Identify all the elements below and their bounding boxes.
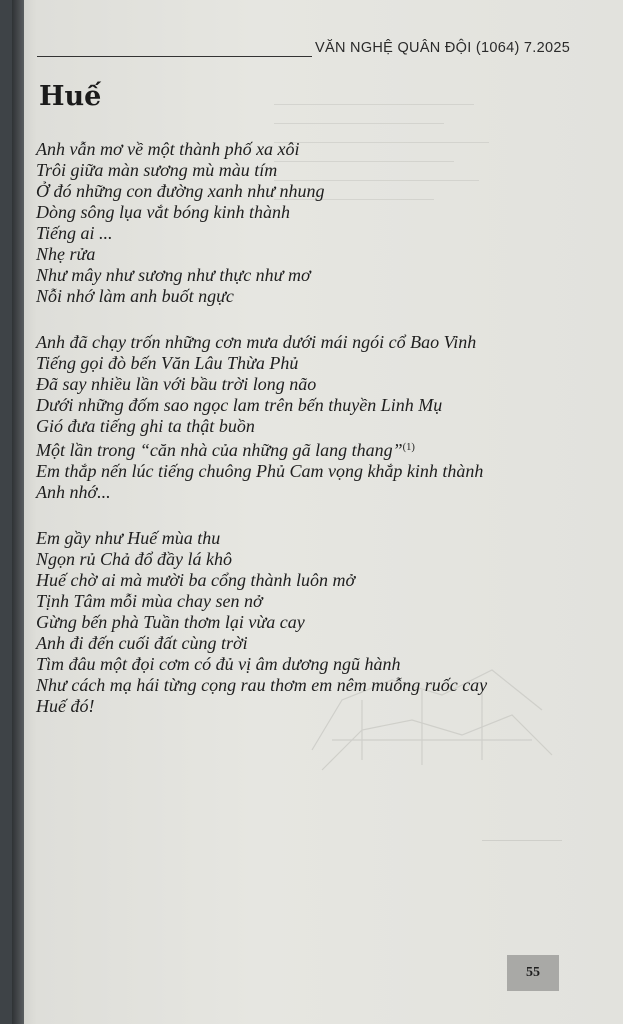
poem-line: Nhẹ rửa — [36, 244, 96, 264]
poem-line: Tìm đâu một đọi cơm có đủ vị âm dương ngũ hành — [36, 654, 401, 674]
poem-line: Anh vẫn mơ về một thành phố xa xôi — [36, 139, 300, 159]
poem-line: Gừng bến phà Tuần thơm lại vừa cay — [36, 612, 305, 632]
poem-line: Nỗi nhớ làm anh buốt ngực — [36, 286, 234, 306]
page-edge-shadow — [12, 0, 24, 1024]
stanza-3 — [36, 528, 487, 717]
poem-line: Như cách mạ hái từng cọng rau thơm em nêm muỗng ruốc cay — [36, 675, 488, 695]
footnote-marker: (1) — [402, 442, 415, 453]
poem-line: Huế chờ ai mà mười ba cổng thành luôn mở — [36, 570, 356, 590]
poem-body — [36, 139, 487, 742]
poem-line: Tiếng ai ... — [36, 223, 113, 243]
page-number: 55 — [507, 955, 559, 991]
poem-line: Tiếng gọi đò bến Văn Lâu Thừa Phủ — [36, 353, 299, 373]
poem-line: Anh đã chạy trốn những cơn mưa dưới mái ngói cổ Bao Vinh — [36, 332, 477, 352]
stanza-1 — [36, 139, 487, 307]
poem-line: Dưới những đốm sao ngọc lam trên bến thuyền Linh Mụ — [36, 395, 443, 415]
poem-line: Em thắp nến lúc tiếng chuông Phủ Cam vọng khắp kinh thành — [36, 461, 484, 481]
poem-title: Huế — [39, 81, 102, 112]
poem-line-with-footnote — [36, 437, 487, 461]
poem-line: Trôi giữa màn sương mù màu tím — [36, 160, 278, 180]
poem-line: Huế đó! — [36, 696, 95, 716]
poem-line: Dòng sông lụa vắt bóng kinh thành — [36, 202, 290, 222]
poem-line: Ngọn rủ Chả đổ đầy lá khô — [36, 549, 232, 569]
book-page — [12, 0, 623, 1024]
poem-line: Tịnh Tâm mỗi mùa chay sen nở — [36, 591, 263, 611]
poem-line: Anh nhớ... — [36, 482, 111, 502]
poem-line: Như mây như sương như thực như mơ — [36, 265, 311, 285]
poem-line: Ở đó những con đường xanh như nhung — [36, 181, 325, 201]
poem-line: Gió đưa tiếng ghi ta thật buồn — [36, 416, 255, 436]
header-rule — [37, 56, 312, 57]
running-head: VĂN NGHỆ QUÂN ĐỘI (1064) 7.2025 — [315, 40, 571, 56]
poem-line-text: Một lần trong “căn nhà của những gã lang thang” — [36, 440, 403, 460]
poem-line: Em gầy như Huế mùa thu — [36, 528, 221, 548]
poem-line: Đã say nhiều lần với bầu trời long não — [36, 374, 317, 394]
stanza-2 — [36, 332, 487, 503]
poem-line: Anh đi đến cuối đất cùng trời — [36, 633, 248, 653]
show-through-footnote-rule — [482, 840, 562, 841]
